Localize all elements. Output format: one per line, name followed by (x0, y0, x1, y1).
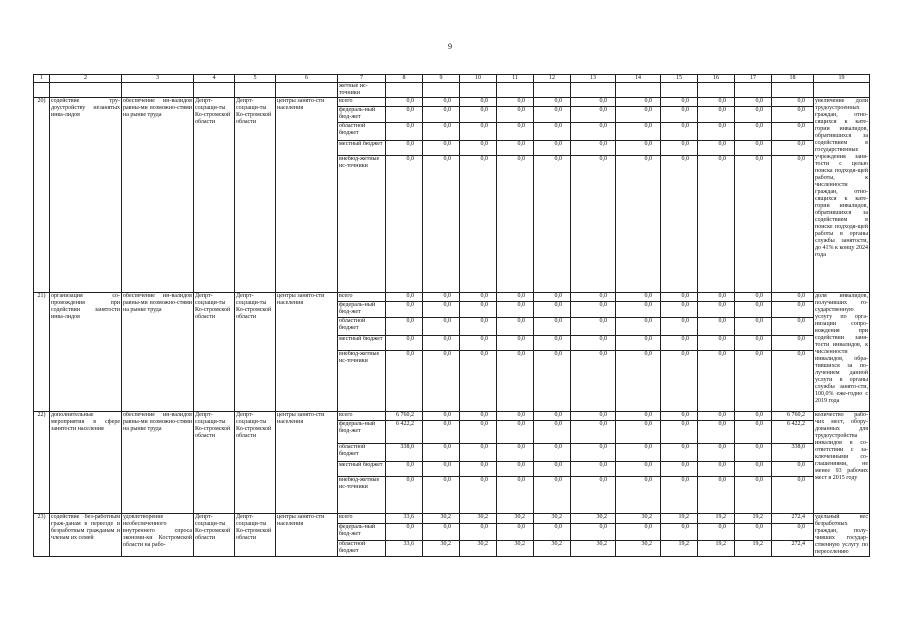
value-cell: 0,0 (460, 336, 497, 351)
header-cell: 13 (571, 75, 616, 83)
value-cell: 0,0 (423, 421, 460, 444)
empty-cell (194, 83, 235, 98)
value-cell: 30,2 (534, 514, 571, 524)
value-cell: 0,0 (386, 293, 423, 302)
empty-cell (735, 83, 772, 98)
value-cell: 0,0 (661, 302, 698, 318)
value-cell: 6 760,2 (386, 412, 423, 421)
value-cell: 0,0 (698, 293, 735, 302)
executor-cell: Депрт-соцзащи-ты Ко-стромской области (235, 293, 276, 412)
value-cell: 0,0 (497, 351, 534, 412)
value-cell: 0,0 (534, 98, 571, 107)
value-cell: 0,0 (386, 156, 423, 293)
empty-cell (423, 83, 460, 98)
value-cell: 19,2 (698, 540, 735, 556)
value-cell: 0,0 (772, 351, 814, 412)
value-cell: 0,0 (460, 421, 497, 444)
source-label: всего (338, 412, 386, 421)
value-cell: 0,0 (735, 293, 772, 302)
value-cell: 0,0 (735, 107, 772, 123)
header-cell: 9 (423, 75, 460, 83)
value-cell: 0,0 (460, 156, 497, 293)
value-cell: 19,2 (735, 540, 772, 556)
value-cell: 0,0 (460, 477, 497, 514)
value-cell: 0,0 (735, 462, 772, 477)
value-cell: 0,0 (735, 302, 772, 318)
value-cell: 0,0 (386, 462, 423, 477)
value-cell: 0,0 (460, 412, 497, 421)
value-cell: 0,0 (616, 351, 661, 412)
table-row (34, 293, 870, 302)
value-cell: 30,2 (571, 514, 616, 524)
participant-cell: центры занято-сти населения (276, 293, 338, 412)
value-cell: 30,2 (460, 514, 497, 524)
value-cell: 0,0 (698, 351, 735, 412)
value-cell: 0,0 (735, 351, 772, 412)
value-cell: 0,0 (534, 336, 571, 351)
value-cell: 0,0 (772, 293, 814, 302)
table-row (34, 98, 870, 107)
empty-cell (534, 83, 571, 98)
header-cell: 5 (235, 75, 276, 83)
value-cell: 0,0 (772, 462, 814, 477)
source-label: всего (338, 98, 386, 107)
value-cell: 0,0 (460, 123, 497, 141)
value-cell: 0,0 (616, 98, 661, 107)
empty-cell (497, 83, 534, 98)
participant-cell: центры занято-сти населения (276, 412, 338, 514)
value-cell: 0,0 (386, 107, 423, 123)
measure-purpose: обеспечение ин-валидов равны-ми возможно-стями на рынке труда (122, 412, 194, 514)
value-cell: 0,0 (571, 141, 616, 156)
executor-cell: Депрт-соцзащи-ты Ко-стромской области (235, 514, 276, 557)
value-cell: 0,0 (423, 123, 460, 141)
value-cell: 0,0 (772, 477, 814, 514)
empty-cell (235, 83, 276, 98)
source-label: внебюд-жетные ис-точники (338, 351, 386, 412)
row-number: 22) (34, 412, 50, 514)
value-cell: 338,0 (772, 444, 814, 462)
value-cell: 0,0 (698, 156, 735, 293)
empty-cell (34, 83, 50, 98)
value-cell: 0,0 (571, 156, 616, 293)
header-cell: 3 (122, 75, 194, 83)
value-cell: 0,0 (616, 477, 661, 514)
value-cell: 0,0 (534, 318, 571, 336)
value-cell: 0,0 (534, 444, 571, 462)
value-cell: 30,2 (497, 540, 534, 556)
source-label: жетные ис-точники (338, 83, 386, 98)
value-cell: 0,0 (571, 444, 616, 462)
value-cell: 0,0 (772, 123, 814, 141)
value-cell: 0,0 (661, 444, 698, 462)
value-cell: 0,0 (772, 107, 814, 123)
value-cell: 0,0 (698, 107, 735, 123)
value-cell: 0,0 (735, 523, 772, 540)
value-cell: 0,0 (423, 156, 460, 293)
table-row (34, 412, 870, 421)
value-cell: 19,2 (661, 514, 698, 524)
value-cell: 0,0 (698, 412, 735, 421)
executor-cell: Депрт-соцзащи-ты Ко-стромской области (235, 98, 276, 293)
executor-cell: Депрт-соцзащи-ты Ко-стромской области (194, 412, 235, 514)
header-cell: 18 (772, 75, 814, 83)
header-cell: 2 (50, 75, 122, 83)
value-cell: 0,0 (698, 318, 735, 336)
value-cell: 0,0 (571, 293, 616, 302)
source-label: местный бюджет (338, 462, 386, 477)
value-cell: 0,0 (698, 98, 735, 107)
value-cell: 6 760,2 (772, 412, 814, 421)
value-cell: 0,0 (423, 107, 460, 123)
value-cell: 0,0 (460, 141, 497, 156)
empty-cell (386, 83, 423, 98)
empty-cell (122, 83, 194, 98)
value-cell: 0,0 (698, 462, 735, 477)
value-cell: 0,0 (460, 444, 497, 462)
value-cell: 0,0 (616, 293, 661, 302)
value-cell: 0,0 (497, 444, 534, 462)
header-cell: 16 (698, 75, 735, 83)
header-cell: 15 (661, 75, 698, 83)
value-cell: 30,2 (616, 540, 661, 556)
header-cell: 12 (534, 75, 571, 83)
source-label: областной бюджет (338, 318, 386, 336)
value-cell: 0,0 (661, 523, 698, 540)
value-cell: 0,0 (616, 107, 661, 123)
value-cell: 0,0 (661, 477, 698, 514)
empty-cell (276, 83, 338, 98)
source-label: внебюд-жетные ис-точники (338, 156, 386, 293)
value-cell: 0,0 (497, 523, 534, 540)
value-cell: 0,0 (534, 141, 571, 156)
source-label: федераль-ный бюд-жет (338, 523, 386, 540)
value-cell: 0,0 (460, 523, 497, 540)
value-cell: 30,2 (616, 514, 661, 524)
value-cell: 0,0 (698, 336, 735, 351)
value-cell: 0,0 (735, 123, 772, 141)
header-cell: 4 (194, 75, 235, 83)
value-cell: 0,0 (661, 123, 698, 141)
value-cell: 0,0 (772, 336, 814, 351)
value-cell: 0,0 (772, 141, 814, 156)
source-label: местный бюджет (338, 141, 386, 156)
value-cell: 0,0 (386, 318, 423, 336)
value-cell: 0,0 (571, 318, 616, 336)
value-cell: 0,0 (534, 107, 571, 123)
value-cell: 0,0 (772, 318, 814, 336)
value-cell: 0,0 (460, 318, 497, 336)
measure-purpose: обеспечение ин-валидов равны-ми возможно-стями на рынке труда (122, 98, 194, 293)
value-cell: 0,0 (423, 412, 460, 421)
value-cell: 0,0 (571, 107, 616, 123)
value-cell: 0,0 (497, 123, 534, 141)
value-cell: 0,0 (571, 123, 616, 141)
value-cell: 0,0 (534, 462, 571, 477)
value-cell: 0,0 (423, 444, 460, 462)
value-cell: 33,6 (386, 540, 423, 556)
value-cell: 0,0 (571, 98, 616, 107)
value-cell: 0,0 (661, 462, 698, 477)
header-cell: 8 (386, 75, 423, 83)
value-cell: 0,0 (386, 477, 423, 514)
value-cell: 0,0 (616, 412, 661, 421)
value-cell: 30,2 (423, 540, 460, 556)
source-label: всего (338, 514, 386, 524)
empty-cell (571, 83, 616, 98)
value-cell: 0,0 (616, 123, 661, 141)
value-cell: 0,0 (616, 141, 661, 156)
source-label: всего (338, 293, 386, 302)
value-cell: 0,0 (735, 421, 772, 444)
value-cell: 0,0 (661, 141, 698, 156)
source-label: областной бюджет (338, 444, 386, 462)
value-cell: 338,0 (386, 444, 423, 462)
value-cell: 0,0 (661, 336, 698, 351)
value-cell: 272,4 (772, 514, 814, 524)
value-cell: 0,0 (534, 123, 571, 141)
empty-cell (616, 83, 661, 98)
measure-name: организация со-провождения при содействии занятости инва-лидов (50, 293, 122, 412)
value-cell: 33,6 (386, 514, 423, 524)
measure-name: содействие без-работным граж-данам в переезде и безработным гражданам и членам их семей (50, 514, 122, 557)
value-cell: 0,0 (497, 336, 534, 351)
value-cell: 0,0 (460, 98, 497, 107)
empty-cell (814, 83, 870, 98)
table-body (34, 75, 870, 557)
source-label: областной бюджет (338, 540, 386, 556)
row-number: 21) (34, 293, 50, 412)
source-label: федераль-ный бюд-жет (338, 421, 386, 444)
value-cell: 0,0 (534, 421, 571, 444)
value-cell: 0,0 (616, 523, 661, 540)
value-cell: 0,0 (772, 98, 814, 107)
value-cell: 0,0 (386, 523, 423, 540)
source-label: местный бюджет (338, 336, 386, 351)
value-cell: 272,4 (772, 540, 814, 556)
value-cell: 0,0 (386, 336, 423, 351)
value-cell: 0,0 (616, 156, 661, 293)
value-cell: 0,0 (698, 444, 735, 462)
executor-cell: Депрт-соцзащи-ты Ко-стромской области (194, 293, 235, 412)
value-cell: 0,0 (423, 462, 460, 477)
value-cell: 0,0 (571, 462, 616, 477)
source-label: федераль-ный бюд-жет (338, 107, 386, 123)
value-cell: 0,0 (661, 412, 698, 421)
value-cell: 0,0 (534, 477, 571, 514)
executor-cell: Депрт-соцзащи-ты Ко-стромской области (194, 98, 235, 293)
value-cell: 0,0 (661, 421, 698, 444)
value-cell: 0,0 (497, 318, 534, 336)
value-cell: 0,0 (735, 98, 772, 107)
value-cell: 0,0 (571, 336, 616, 351)
value-cell: 0,0 (497, 412, 534, 421)
value-cell: 0,0 (386, 141, 423, 156)
value-cell: 0,0 (661, 156, 698, 293)
value-cell: 0,0 (497, 462, 534, 477)
value-cell: 0,0 (661, 293, 698, 302)
value-cell: 0,0 (772, 302, 814, 318)
value-cell: 30,2 (571, 540, 616, 556)
header-cell: 6 (276, 75, 338, 83)
header-cell: 19 (814, 75, 870, 83)
value-cell: 0,0 (497, 98, 534, 107)
value-cell: 0,0 (423, 141, 460, 156)
value-cell: 0,0 (735, 141, 772, 156)
value-cell: 0,0 (772, 523, 814, 540)
value-cell: 30,2 (497, 514, 534, 524)
value-cell: 0,0 (616, 318, 661, 336)
value-cell: 0,0 (460, 107, 497, 123)
value-cell: 0,0 (735, 156, 772, 293)
value-cell: 0,0 (698, 123, 735, 141)
source-label: внебюд-жетные ис-точники (338, 477, 386, 514)
result-indicator: количество рабо-чих мест, обору-дованных для трудоустройства инвалидов в со-ответствии с за-ключенными со-глашениями, не менее 93 рабочих мест в 2015 году (814, 412, 870, 514)
value-cell: 0,0 (460, 293, 497, 302)
value-cell: 0,0 (698, 477, 735, 514)
value-cell: 0,0 (423, 98, 460, 107)
header-cell: 14 (616, 75, 661, 83)
value-cell: 0,0 (497, 107, 534, 123)
value-cell: 0,0 (423, 318, 460, 336)
value-cell: 0,0 (423, 336, 460, 351)
executor-cell: Депрт-соцзащи-ты Ко-стромской области (235, 412, 276, 514)
value-cell: 19,2 (661, 540, 698, 556)
value-cell: 19,2 (698, 514, 735, 524)
value-cell: 0,0 (571, 421, 616, 444)
value-cell: 0,0 (616, 421, 661, 444)
value-cell: 0,0 (534, 523, 571, 540)
value-cell: 0,0 (423, 477, 460, 514)
value-cell: 0,0 (534, 156, 571, 293)
header-cell: 7 (338, 75, 386, 83)
value-cell: 0,0 (497, 141, 534, 156)
value-cell: 0,0 (735, 318, 772, 336)
row-number: 20) (34, 98, 50, 293)
value-cell: 0,0 (698, 141, 735, 156)
participant-cell: центры занято-сти населения (276, 98, 338, 293)
value-cell: 0,0 (772, 156, 814, 293)
header-cell: 10 (460, 75, 497, 83)
program-table (33, 74, 870, 557)
measure-purpose: удовлетворение необеспеченного внутреннего спроса экономи-ки Костромской области на рабо- (122, 514, 194, 557)
source-label: федераль-ный бюд-жет (338, 302, 386, 318)
value-cell: 0,0 (386, 351, 423, 412)
value-cell: 0,0 (698, 302, 735, 318)
value-cell: 19,2 (735, 514, 772, 524)
header-cell: 1 (34, 75, 50, 83)
value-cell: 0,0 (386, 98, 423, 107)
measure-name: содействие тру-доустройству незанятых инва-лидов (50, 98, 122, 293)
header-cell: 11 (497, 75, 534, 83)
value-cell: 0,0 (386, 302, 423, 318)
value-cell: 30,2 (460, 540, 497, 556)
value-cell: 0,0 (698, 523, 735, 540)
value-cell: 0,0 (534, 351, 571, 412)
value-cell: 0,0 (616, 462, 661, 477)
value-cell: 30,2 (534, 540, 571, 556)
measure-purpose: обеспечение ин-валидов равны-ми возможно-стями на рынке труда (122, 293, 194, 412)
value-cell: 0,0 (616, 336, 661, 351)
empty-cell (50, 83, 122, 98)
result-indicator: увеличение доли трудоустроенных граждан, отно-сящихся к кате-гории инвалидов, обратившихся за содействием в государственные учреждения заня-тости с целью поиска подходя-щей работы, к численности граждан, отно-сящихся к кате-гории инвалидов, обратившихся за содействием в поиске подходя-щей работы в органы службы занятости, до 41% к концу 2024 года (814, 98, 870, 293)
value-cell: 0,0 (534, 412, 571, 421)
value-cell: 0,0 (571, 351, 616, 412)
value-cell: 0,0 (460, 351, 497, 412)
result-indicator: доля инвалидов, получивших го-сударственную услугу по орга-низации сопро-вождения при содействии заня-тости инвалидов, к численности инвалидов, обра-тившихся за по-лучением данной услуги в органы службы занято-сти, 100,0% еже-годно с 2019 года (814, 293, 870, 412)
value-cell: 0,0 (423, 523, 460, 540)
value-cell: 0,0 (571, 523, 616, 540)
value-cell: 0,0 (571, 477, 616, 514)
empty-cell (772, 83, 814, 98)
empty-cell (698, 83, 735, 98)
value-cell: 0,0 (661, 351, 698, 412)
source-label: областной бюджет (338, 123, 386, 141)
value-cell: 0,0 (616, 444, 661, 462)
value-cell: 0,0 (497, 421, 534, 444)
table-row (34, 514, 870, 524)
value-cell: 0,0 (571, 412, 616, 421)
value-cell: 0,0 (661, 107, 698, 123)
row-number: 23) (34, 514, 50, 557)
value-cell: 0,0 (423, 293, 460, 302)
header-cell: 17 (735, 75, 772, 83)
value-cell: 0,0 (735, 412, 772, 421)
value-cell: 0,0 (497, 156, 534, 293)
value-cell: 0,0 (571, 302, 616, 318)
continuation-row (34, 83, 870, 98)
value-cell: 0,0 (616, 302, 661, 318)
header-row (34, 75, 870, 83)
page-number: 9 (448, 42, 452, 51)
value-cell: 6 422,2 (772, 421, 814, 444)
value-cell: 0,0 (460, 462, 497, 477)
value-cell: 0,0 (497, 477, 534, 514)
empty-cell (460, 83, 497, 98)
measure-name: дополнительные мероприятия в сфере занятости населения (50, 412, 122, 514)
executor-cell: Депрт-соцзащи-ты Ко-стромской области (194, 514, 235, 557)
result-indicator: удельный вес безработных граждан, полу-чивших государ-ственную услугу по переселению (815, 514, 868, 555)
value-cell: 0,0 (497, 302, 534, 318)
value-cell: 30,2 (423, 514, 460, 524)
participant-cell: центры занято-сти населения (276, 514, 338, 557)
value-cell: 0,0 (735, 477, 772, 514)
value-cell: 0,0 (460, 302, 497, 318)
value-cell: 0,0 (423, 351, 460, 412)
value-cell: 0,0 (735, 336, 772, 351)
value-cell: 0,0 (386, 123, 423, 141)
value-cell: 0,0 (661, 318, 698, 336)
value-cell: 0,0 (534, 302, 571, 318)
value-cell: 0,0 (698, 421, 735, 444)
empty-cell (661, 83, 698, 98)
value-cell: 6 422,2 (386, 421, 423, 444)
value-cell: 0,0 (661, 98, 698, 107)
value-cell: 0,0 (497, 293, 534, 302)
value-cell: 0,0 (423, 302, 460, 318)
value-cell: 0,0 (534, 293, 571, 302)
value-cell: 0,0 (735, 444, 772, 462)
